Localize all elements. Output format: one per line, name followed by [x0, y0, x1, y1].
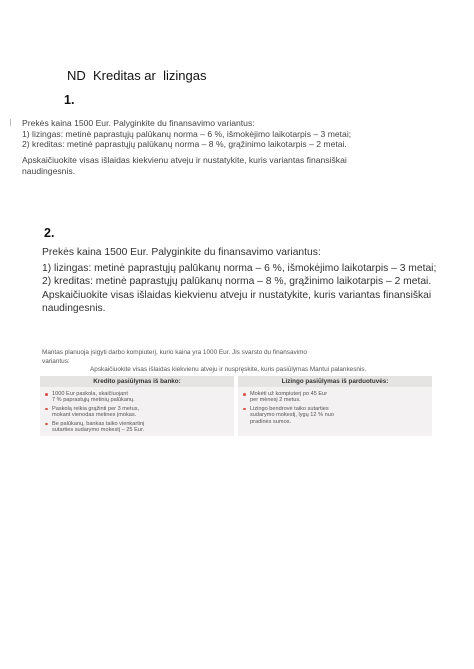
exercise-line: Prekės kaina 1500 Eur. Palyginkite du finansavimo variantus: [22, 118, 255, 128]
offer-comparison [40, 376, 432, 436]
exercise-line: Prekės kaina 1500 Eur. Palyginkite du finansavimo variantus: [42, 247, 321, 258]
exercise-line: Apskaičiuokite visas išlaidas kiekvienu atveju ir nustatykite, kuris variantas finansiškai [22, 155, 347, 166]
list-item-line: sutarties sudarymo mokestį – 25 Eur. [52, 427, 145, 434]
exercise-line: naudingesnis. [22, 165, 76, 176]
mantas-line: Apskaičiuokite visas išlaidas kiekvienu atveju ir nuspręskite, kuris pasiūlymas Mantui palankesnis. [90, 366, 367, 374]
list-item [52, 421, 234, 434]
mantas-line: Mantas planuoja įsigyti darbo kompiuterį, kurio kaina yra 1000 Eur. Jis svarsto du finansavimo [42, 349, 307, 356]
store-offer-card [238, 376, 432, 436]
list-item [52, 406, 234, 419]
store-offer-list [238, 391, 432, 425]
list-item-line: sudarymo mokestį, lygų 12 % nuo [250, 412, 334, 419]
list-item-line: Lizingo bendrovė taiko sutarties [250, 405, 329, 412]
exercise-line: 2) kreditas: metinė paprastųjų palūkanų norma – 8 %, grąžinimo laikotarpis – 2 metai. [22, 139, 347, 150]
list-item-line: Paskolą reikia grąžinti per 3 metus, [52, 405, 140, 412]
list-item-line: pradinės sumos. [250, 418, 292, 425]
list-item-line: mokant vienodas metines įmokas. [52, 412, 137, 419]
list-item-line: Be palūkanų, bankas taiko vienkartinį [52, 420, 145, 427]
section-2-exercise [42, 246, 462, 316]
list-item-line: 1000 Eur paskola, skaičiuojant [52, 391, 128, 397]
list-item [250, 406, 432, 425]
exercise-line: Apskaičiuokite visas išlaidas kiekvienu atveju ir nustatykite, kuris variantas finansiškai [42, 289, 432, 301]
list-item-line: 7 % paprastųjų metinių palūkanų. [52, 397, 135, 404]
list-item-line: Mokėti už kompiuterį po 45 Eur [250, 391, 328, 397]
bank-offer-card [40, 376, 234, 436]
list-item-line: per mėnesį 2 metus. [250, 397, 301, 404]
section-2-number: 2. [44, 226, 55, 240]
list-item [250, 391, 432, 404]
section-1-exercise [22, 118, 422, 177]
mantas-exercise [42, 349, 452, 375]
exercise-line: 1) lizingas: metinė paprastųjų palūkanų norma – 6 %, išmokėjimo laikotarpis – 3 metai; [22, 128, 352, 139]
exercise-line: naudingesnis. [42, 303, 106, 315]
list-item [52, 391, 234, 404]
exercise-line: 2) kreditas: metinė paprastųjų palūkanų norma – 8 %, grąžinimo laikotarpis – 2 metai. [42, 276, 432, 288]
bank-offer-header: Kredito pasiūlymas iš banko: [40, 376, 234, 387]
bank-offer-list [40, 391, 234, 433]
exercise-line: 1) lizingas: metinė paprastųjų palūkanų norma – 6 %, išmokėjimo laikotarpis – 3 metai; [42, 262, 437, 274]
margin-marker-icon [10, 119, 15, 126]
mantas-line: variantus: [42, 357, 70, 365]
document-title: ND Kreditas ar lizingas [67, 68, 207, 83]
store-offer-header: Lizingo pasiūlymas iš parduotuvės: [238, 376, 432, 387]
section-1-number: 1. [64, 93, 75, 107]
